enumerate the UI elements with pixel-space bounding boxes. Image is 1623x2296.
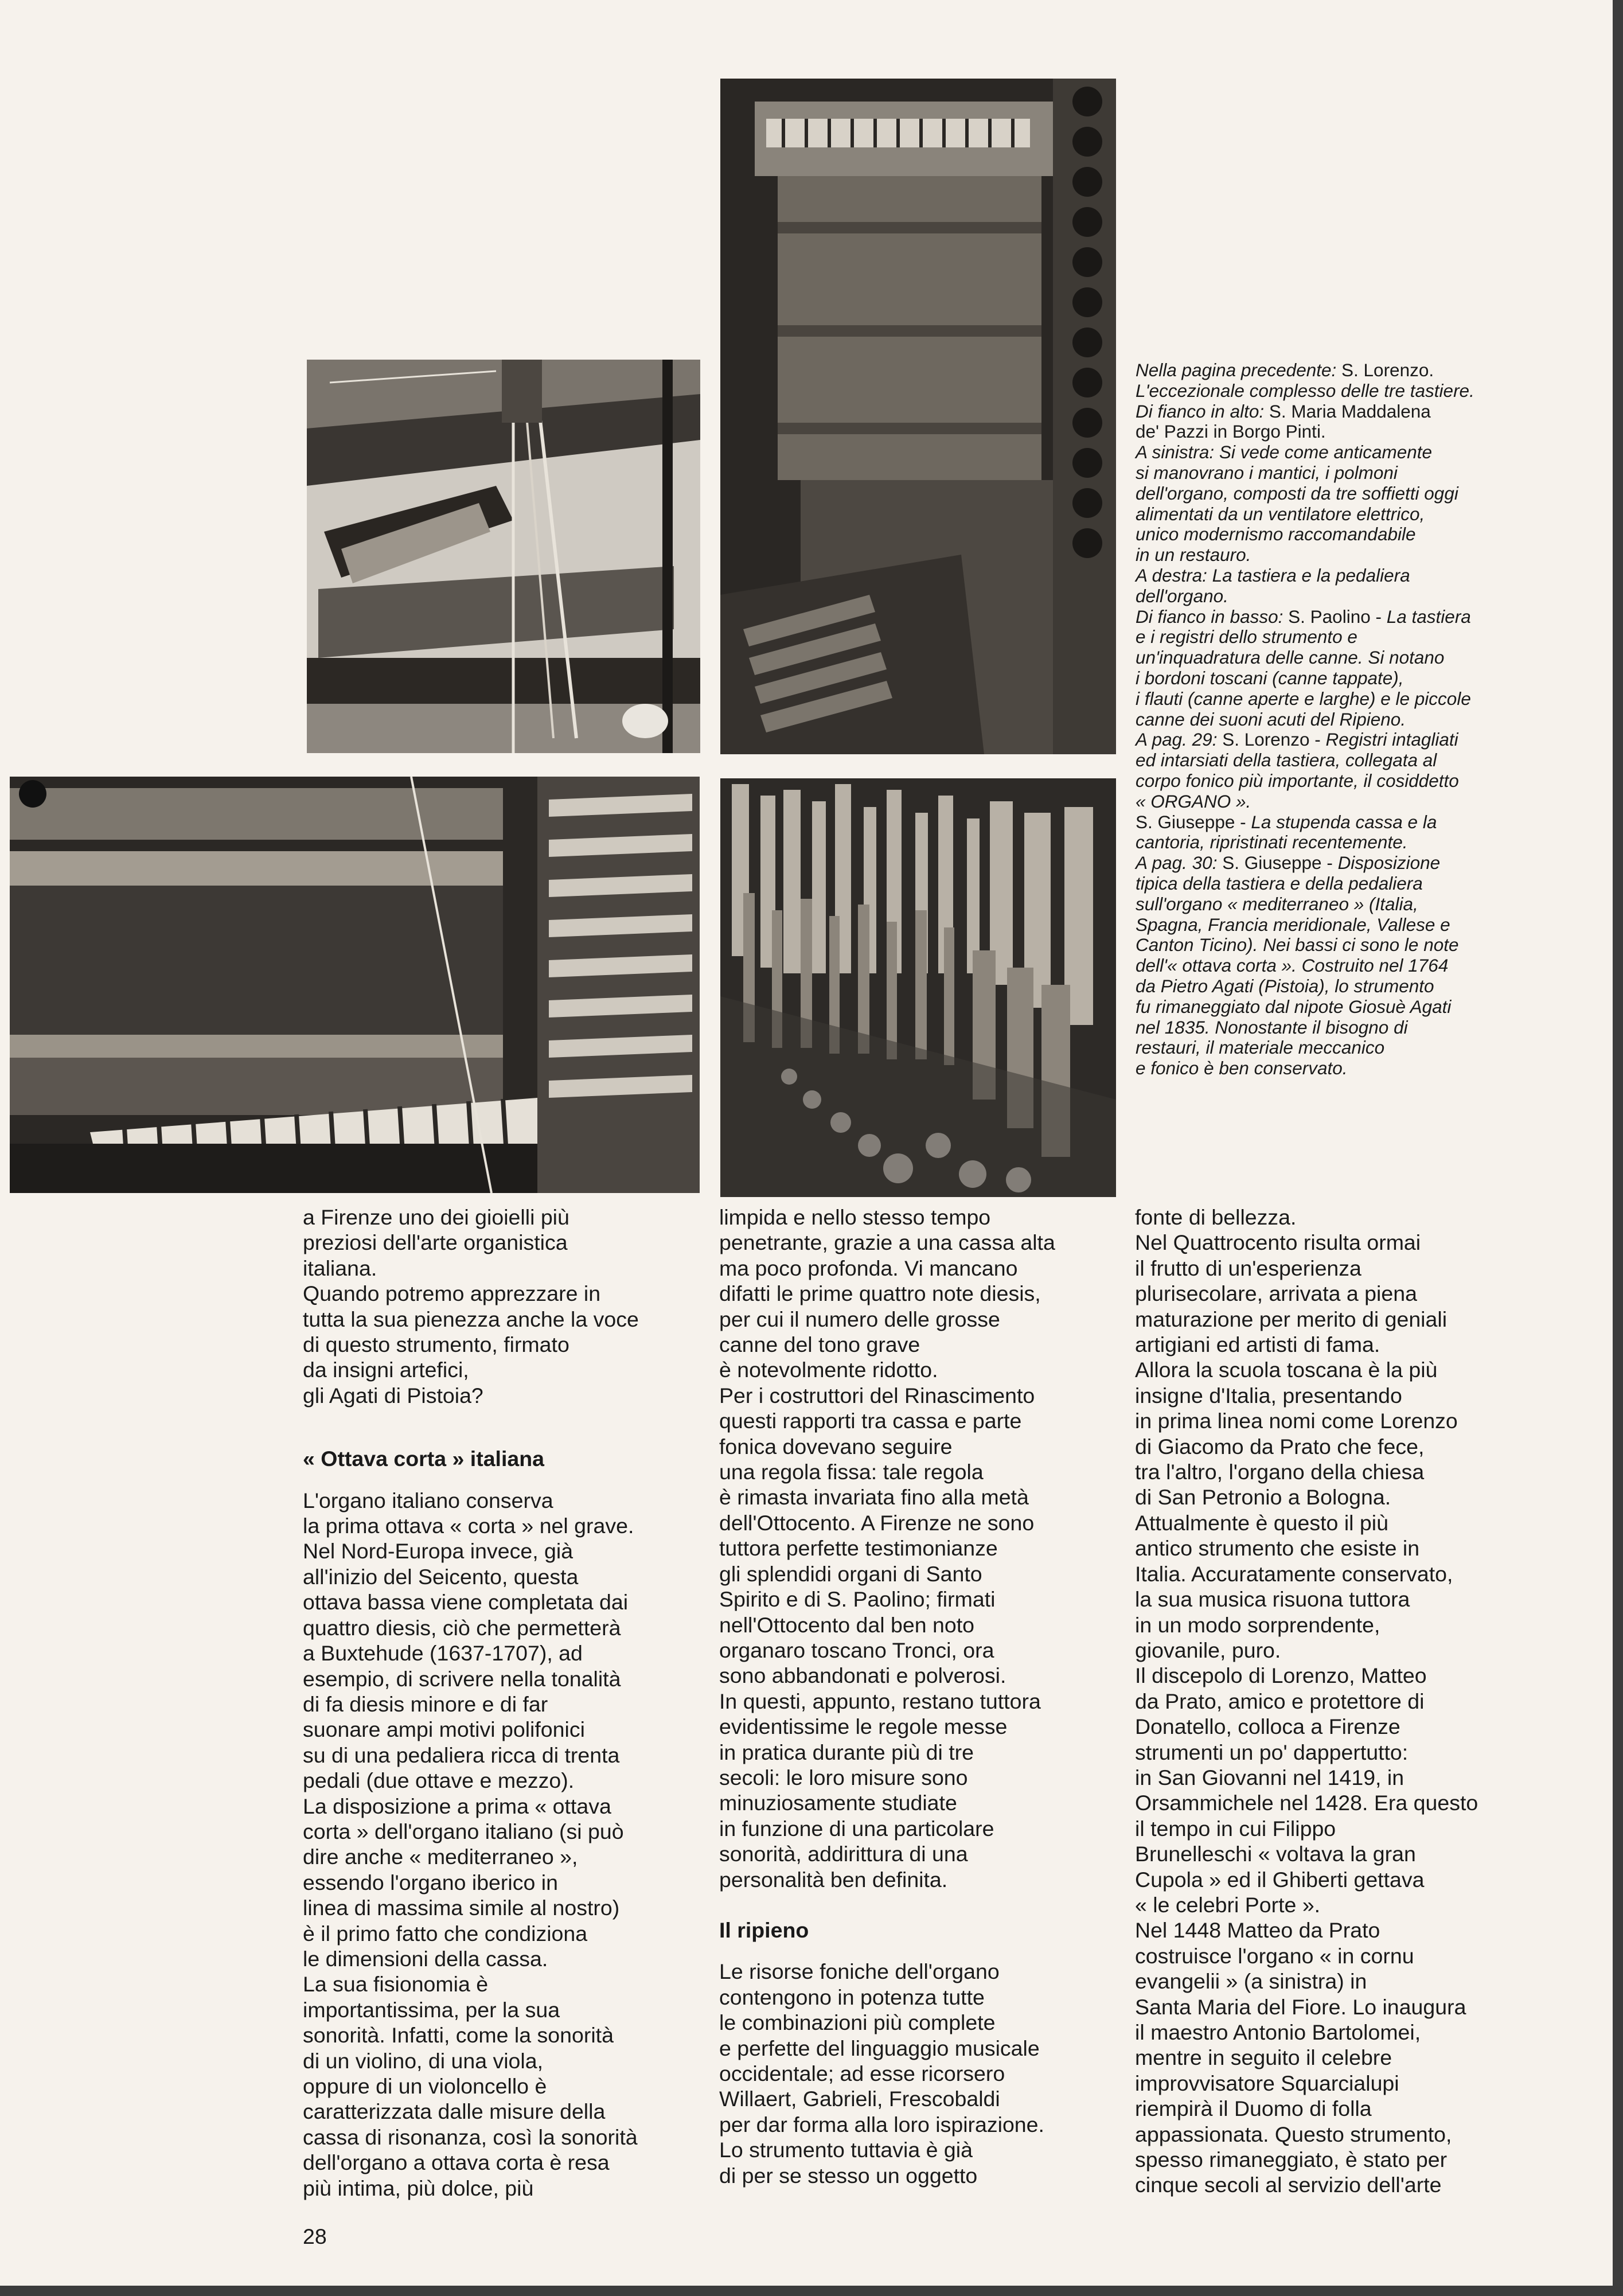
text-line: Quando potremo apprezzare in — [303, 1281, 601, 1306]
caption-segment: A pag. 30: — [1136, 852, 1218, 874]
text-line: linea di massima simile al nostro) — [303, 1896, 620, 1920]
photo-caption — [1136, 360, 1548, 1079]
text-line: pedali (due ottave e mezzo). — [303, 1768, 575, 1793]
text-line: plurisecolare, arrivata a piena — [1135, 1281, 1417, 1306]
text-line: Nel Quattrocento risulta ormai — [1135, 1230, 1421, 1255]
column1-paragraph-intro — [303, 1204, 721, 1408]
column2-paragraph-cassa — [719, 1204, 1138, 1892]
photo-console-side — [720, 79, 1116, 754]
text-line: essendo l'organo iberico in — [303, 1870, 558, 1895]
text-line: dire anche « mediterraneo », — [303, 1845, 578, 1869]
text-line: a Buxtehude (1637-1707), ad — [303, 1641, 583, 1666]
text-line: riempirà il Duomo di folla — [1135, 2096, 1372, 2121]
caption-segment: La tastiera — [1386, 606, 1471, 627]
caption-segment: La stupenda cassa e la — [1251, 811, 1437, 832]
caption-segment: in un restauro. — [1136, 544, 1251, 566]
text-line: la prima ottava « corta » nel grave. — [303, 1514, 634, 1538]
pipes-photo-art — [720, 778, 1116, 1197]
text-line: gli splendidi organi di Santo — [719, 1561, 982, 1586]
text-line: il frutto di un'esperienza — [1135, 1256, 1361, 1280]
text-line: dell'Ottocento. A Firenze ne sono — [719, 1510, 1035, 1535]
caption-segment: L'eccezionale complesso delle tre tastiere. — [1136, 380, 1474, 401]
text-line: sonorità, addirittura di una — [719, 1842, 968, 1866]
text-line: da insigni artefici, — [303, 1358, 469, 1382]
caption-segment: de' Pazzi in Borgo Pinti. — [1136, 421, 1326, 442]
caption-segment: e fonico è ben conservato. — [1136, 1058, 1348, 1079]
text-column-1 — [303, 1204, 721, 2201]
text-line: difatti le prime quattro note diesis, — [719, 1281, 1041, 1306]
text-line: quattro diesis, ciò che permetterà — [303, 1615, 621, 1640]
photo-pipes — [720, 778, 1116, 1197]
caption-segment: S. Giuseppe - — [1217, 852, 1338, 874]
text-line: Lo strumento tuttavia è già — [719, 2138, 973, 2162]
text-line: di per se stesso un oggetto — [719, 2163, 978, 2188]
caption-segment: dell'organo, composti da tre soffietti oggi — [1136, 482, 1458, 504]
page-number: 28 — [303, 2224, 327, 2248]
text-line: sono abbandonati e polverosi. — [719, 1663, 1006, 1688]
caption-segment: « ORGANO ». — [1136, 790, 1251, 812]
caption-line — [1136, 668, 1548, 689]
text-line: evangelii » (a sinistra) in — [1135, 1969, 1367, 1994]
text-line: nell'Ottocento dal ben noto — [719, 1612, 974, 1637]
text-line: Le risorse foniche dell'organo — [719, 1959, 1000, 1984]
caption-line — [1136, 894, 1548, 915]
caption-line — [1136, 997, 1548, 1018]
text-line: penetrante, grazie a una cassa alta — [719, 1230, 1055, 1255]
caption-line — [1136, 381, 1548, 401]
text-line: è notevolmente ridotto. — [719, 1358, 938, 1382]
caption-segment: si manovrano i mantici, i polmoni — [1136, 462, 1398, 483]
text-line: antico strumento che esiste in — [1135, 1536, 1420, 1561]
caption-line — [1136, 422, 1548, 442]
text-column-2 — [719, 1204, 1138, 2188]
text-line: improvvisatore Squarcialupi — [1135, 2071, 1399, 2095]
caption-segment: corpo fonico più importante, il cosiddetto — [1136, 770, 1459, 791]
text-line: evidentissime le regole messe — [719, 1714, 1008, 1739]
text-line: questi rapporti tra cassa e parte — [719, 1409, 1022, 1433]
text-line: insigne d'Italia, presentando — [1135, 1383, 1402, 1408]
caption-line — [1136, 524, 1548, 545]
caption-segment: alimentati da un ventilatore elettrico, — [1136, 503, 1425, 524]
caption-line — [1136, 1038, 1548, 1058]
caption-segment: tipica della tastiera e della pedaliera — [1136, 872, 1423, 894]
caption-line — [1136, 648, 1548, 668]
text-line: Donatello, colloca a Firenze — [1135, 1714, 1400, 1739]
text-line: personalità ben definita. — [719, 1867, 948, 1892]
text-line: tra l'altro, l'organo della chiesa — [1135, 1460, 1425, 1484]
caption-segment: S. Paolino - — [1283, 606, 1387, 627]
text-line: Willaert, Gabrieli, Frescobaldi — [719, 2087, 1000, 2111]
text-line: in prima linea nomi come Lorenzo — [1135, 1409, 1458, 1433]
caption-line — [1136, 956, 1548, 976]
text-line: minuziosamente studiate — [719, 1791, 957, 1815]
caption-segment: e i registri dello strumento e — [1136, 626, 1357, 648]
text-line: tuttora perfette testimonianze — [719, 1536, 998, 1561]
caption-line — [1136, 1058, 1548, 1079]
caption-segment: A sinistra: Si vede come anticamente — [1136, 442, 1433, 463]
column3-paragraph-quattrocento — [1135, 1204, 1554, 2198]
text-line: la sua musica risuona tuttora — [1135, 1587, 1410, 1612]
caption-segment: Spagna, Francia meridionale, Vallese e — [1136, 914, 1450, 935]
caption-segment: S. Lorenzo. — [1336, 360, 1434, 380]
text-line: Brunelleschi « voltava la gran — [1135, 1842, 1416, 1866]
photo-keyboard — [10, 777, 700, 1193]
text-line: Nel Nord-Europa invece, già — [303, 1539, 573, 1564]
caption-segment: A destra: La tastiera e la pedaliera — [1136, 564, 1410, 586]
caption-segment: Nella pagina precedente: — [1136, 360, 1337, 380]
text-line: mentre in seguito il celebre — [1135, 2045, 1392, 2070]
text-line: per cui il numero delle grosse — [719, 1307, 1000, 1331]
text-line: è rimasta invariata fino alla metà — [719, 1485, 1029, 1510]
text-line: Orsammichele nel 1428. Era questo — [1135, 1791, 1478, 1815]
caption-line — [1136, 586, 1548, 607]
caption-line — [1136, 874, 1548, 894]
text-line: le dimensioni della cassa. — [303, 1946, 548, 1971]
text-line: fonte di bellezza. — [1135, 1205, 1297, 1229]
caption-segment: sull'organo « mediterraneo » (Italia, — [1136, 893, 1418, 914]
column1-paragraph-ottava — [303, 1488, 721, 2201]
console-side-photo-art — [720, 79, 1116, 754]
text-line: dell'organo a ottava corta è resa — [303, 2150, 610, 2175]
section-heading-ripieno: Il ripieno — [719, 1917, 809, 1942]
text-line: di San Petronio a Bologna. — [1135, 1485, 1391, 1510]
text-line: Nel 1448 Matteo da Prato — [1135, 1918, 1380, 1943]
caption-segment: canne dei suoni acuti del Ripieno. — [1136, 708, 1406, 730]
caption-segment: unico modernismo raccomandabile — [1136, 524, 1416, 545]
text-line: fonica dovevano seguire — [719, 1434, 953, 1459]
text-line: sonorità. Infatti, come la sonorità — [303, 2023, 614, 2048]
text-line: per dar forma alla loro ispirazione. — [719, 2112, 1044, 2137]
photo-bellows — [307, 360, 700, 753]
caption-line — [1136, 360, 1548, 381]
text-line: in funzione di una particolare — [719, 1816, 994, 1841]
text-line: Attualmente è questo il più — [1135, 1510, 1388, 1535]
text-line: « le celebri Porte ». — [1135, 1892, 1321, 1917]
caption-line — [1136, 935, 1548, 956]
text-line: appassionata. Questo strumento, — [1135, 2122, 1452, 2146]
column2-paragraph-ripieno — [719, 1959, 1138, 2188]
caption-line — [1136, 792, 1548, 812]
caption-line — [1136, 853, 1548, 874]
caption-segment: i bordoni toscani (canne tappate), — [1136, 667, 1404, 688]
text-line: gli Agati di Pistoia? — [303, 1383, 483, 1408]
text-line: in San Giovanni nel 1419, in — [1135, 1765, 1404, 1790]
text-line: occidentale; ad esse ricorsero — [719, 2061, 1005, 2085]
text-line: cinque secoli al servizio dell'arte — [1135, 2173, 1442, 2197]
text-line: in un modo sorprendente, — [1135, 1612, 1380, 1637]
keyboard-photo-art — [10, 777, 700, 1193]
caption-line — [1136, 730, 1548, 750]
text-line: oppure di un violoncello è — [303, 2074, 547, 2098]
caption-line — [1136, 710, 1548, 730]
caption-line — [1136, 750, 1548, 771]
text-line: tutta la sua pienezza anche la voce — [303, 1307, 639, 1331]
bellows-photo-art — [307, 360, 700, 753]
text-line: su di una pedaliera ricca di trenta — [303, 1743, 620, 1767]
text-line: organaro toscano Tronci, ora — [719, 1638, 994, 1662]
caption-segment: un'inquadratura delle canne. Si notano — [1136, 647, 1445, 668]
text-line: italiana. — [303, 1256, 377, 1280]
text-line: di fa diesis minore e di far — [303, 1691, 548, 1716]
text-line: ma poco profonda. Vi mancano — [719, 1256, 1018, 1280]
text-line: Santa Maria del Fiore. Lo inaugura — [1135, 1994, 1466, 2019]
text-line: di Giacomo da Prato che fece, — [1135, 1434, 1425, 1459]
text-line: caratterizzata dalle misure della — [303, 2099, 606, 2124]
text-line: ottava bassa viene completata dai — [303, 1590, 629, 1615]
text-line: il maestro Antonio Bartolomei, — [1135, 2020, 1421, 2044]
caption-segment: Registri intagliati — [1325, 729, 1458, 750]
caption-line — [1136, 689, 1548, 710]
text-line: La disposizione a prima « ottava — [303, 1794, 611, 1818]
caption-line — [1136, 812, 1548, 833]
text-line: spesso rimaneggiato, è stato per — [1135, 2147, 1448, 2172]
text-line: costruisce l'organo « in cornu — [1135, 1943, 1414, 1968]
text-line: strumenti un po' dappertutto: — [1135, 1740, 1409, 1764]
caption-line — [1136, 566, 1548, 586]
text-line: artigiani ed artisti di fama. — [1135, 1332, 1380, 1357]
caption-segment: S. Giuseppe - — [1136, 811, 1251, 832]
caption-line — [1136, 976, 1548, 997]
caption-line — [1136, 1018, 1548, 1038]
caption-line — [1136, 832, 1548, 853]
caption-segment: S. Lorenzo - — [1217, 729, 1326, 750]
text-line: giovanile, puro. — [1135, 1638, 1281, 1662]
text-line: maturazione per merito di geniali — [1135, 1307, 1448, 1331]
text-line: corta » dell'organo italiano (si può — [303, 1819, 624, 1843]
text-line: canne del tono grave — [719, 1332, 920, 1357]
text-line: Allora la scuola toscana è la più — [1135, 1358, 1438, 1382]
text-line: suonare ampi motivi polifonici — [303, 1717, 585, 1742]
text-line: L'organo italiano conserva — [303, 1488, 553, 1513]
text-line: limpida e nello stesso tempo — [719, 1205, 991, 1229]
caption-segment: Canton Ticino). Nei bassi ci sono le note — [1136, 934, 1459, 956]
text-line: in pratica durante più di tre — [719, 1740, 974, 1764]
caption-segment: Disposizione — [1337, 852, 1441, 874]
text-column-3 — [1135, 1204, 1554, 2198]
text-line: il tempo in cui Filippo — [1135, 1816, 1336, 1841]
text-line: Italia. Accuratamente conservato, — [1135, 1561, 1453, 1586]
caption-segment: cantoria, ripristinati recentemente. — [1136, 832, 1408, 853]
caption-line — [1136, 545, 1548, 566]
caption-segment: A pag. 29: — [1136, 729, 1218, 750]
text-line: Spirito e di S. Paolino; firmati — [719, 1587, 996, 1612]
text-line: La sua fisionomia è — [303, 1972, 489, 1997]
text-line: a Firenze uno dei gioielli più — [303, 1205, 569, 1229]
caption-segment: nel 1835. Nonostante il bisogno di — [1136, 1016, 1408, 1038]
text-line: di un violino, di una viola, — [303, 2048, 544, 2073]
text-line: Per i costruttori del Rinascimento — [719, 1383, 1035, 1408]
text-line: preziosi dell'arte organistica — [303, 1230, 568, 1255]
text-line: più intima, più dolce, più — [303, 2176, 534, 2200]
text-line: all'inizio del Seicento, questa — [303, 1564, 579, 1589]
caption-line — [1136, 484, 1548, 504]
caption-segment: i flauti (canne aperte e larghe) e le piccole — [1136, 688, 1471, 709]
caption-line — [1136, 463, 1548, 484]
caption-segment: da Pietro Agati (Pistoia), lo strumento — [1136, 975, 1434, 996]
text-line: secoli: le loro misure sono — [719, 1765, 968, 1790]
text-line: In questi, appunto, restano tuttora — [719, 1689, 1041, 1713]
text-line: di questo strumento, firmato — [303, 1332, 569, 1357]
text-line: è il primo fatto che condiziona — [303, 1921, 588, 1946]
text-line: importantissima, per la sua — [303, 1997, 560, 2022]
caption-line — [1136, 915, 1548, 935]
caption-segment: Di fianco in basso: — [1136, 606, 1283, 627]
text-line: una regola fissa: tale regola — [719, 1460, 984, 1484]
caption-segment: dell'organo. — [1136, 585, 1228, 606]
section-heading-ottava-corta: « Ottava corta » italiana — [303, 1447, 545, 1471]
text-line: cassa di risonanza, così la sonorità — [303, 2125, 638, 2149]
caption-line — [1136, 627, 1548, 648]
text-line: da Prato, amico e protettore di — [1135, 1689, 1425, 1713]
caption-segment: ed intarsiati della tastiera, collegata al — [1136, 750, 1437, 771]
text-line: Cupola » ed il Ghiberti gettava — [1135, 1867, 1425, 1892]
caption-line — [1136, 401, 1548, 422]
caption-segment: fu rimaneggiato dal nipote Giosuè Agati — [1136, 996, 1452, 1017]
caption-line — [1136, 504, 1548, 525]
caption-line — [1136, 607, 1548, 627]
text-line: contengono in potenza tutte — [719, 1985, 985, 2009]
text-line: Il discepolo di Lorenzo, Matteo — [1135, 1663, 1427, 1688]
text-line: e perfette del linguaggio musicale — [719, 2036, 1040, 2060]
caption-line — [1136, 771, 1548, 792]
caption-segment: restauri, il materiale meccanico — [1136, 1037, 1385, 1058]
text-line: le combinazioni più complete — [719, 2010, 996, 2035]
text-line: esempio, di scrivere nella tonalità — [303, 1666, 621, 1691]
caption-segment: dell'« ottava corta ». Costruito nel 1764 — [1136, 955, 1449, 976]
caption-line — [1136, 442, 1548, 463]
caption-segment: Di fianco in alto: — [1136, 400, 1265, 422]
caption-segment: S. Maria Maddalena — [1264, 400, 1431, 422]
